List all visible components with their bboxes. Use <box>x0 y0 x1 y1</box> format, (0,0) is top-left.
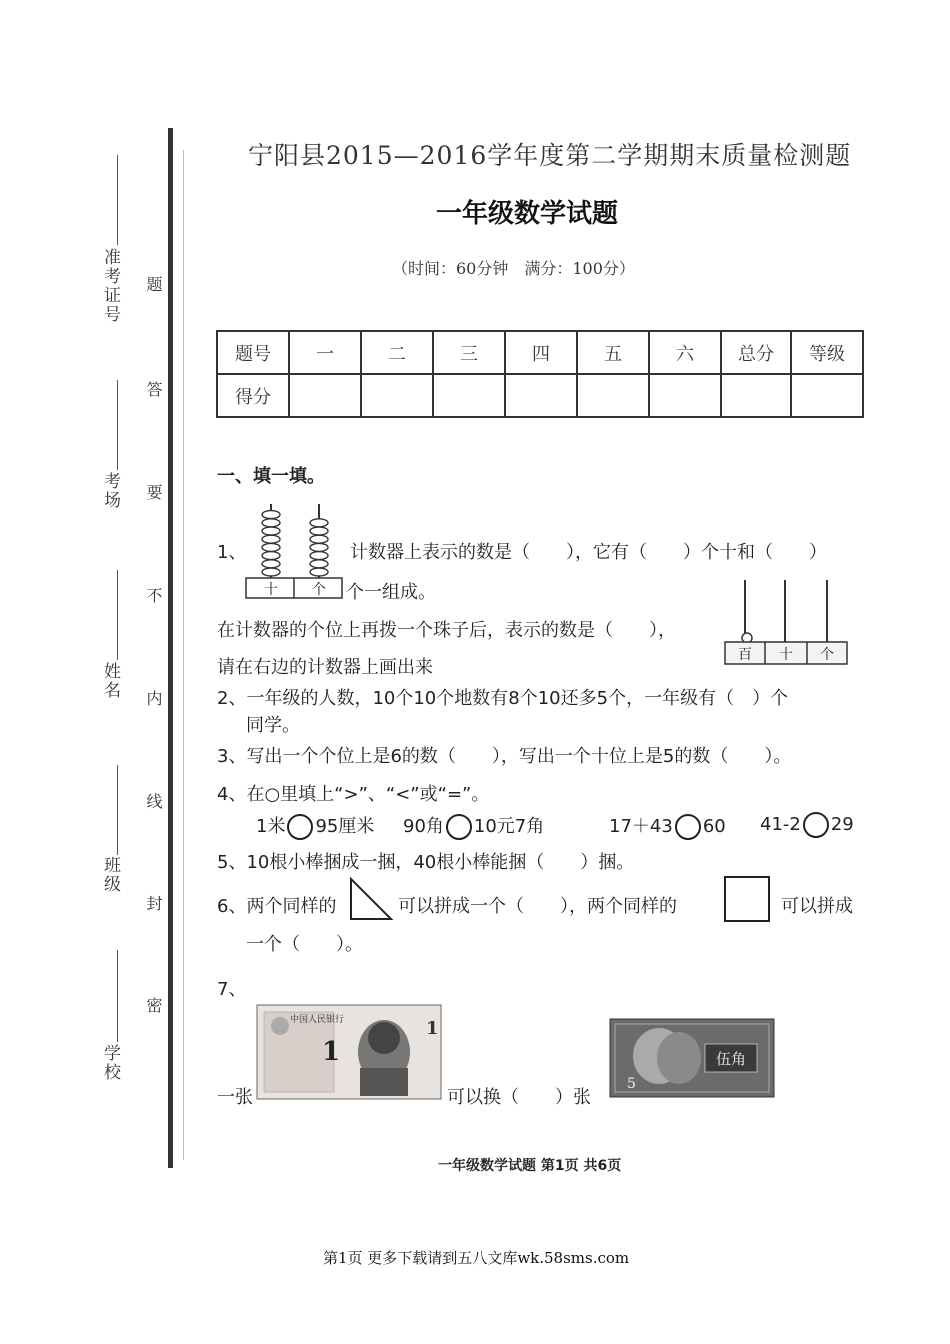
q7-middle: 可以换（ ）张 <box>447 1087 591 1108</box>
abacus-bead <box>262 560 280 568</box>
score-cell[interactable] <box>649 374 721 417</box>
abacus-bead <box>310 527 328 535</box>
abacus-label-hundreds: 百 <box>738 647 752 663</box>
seal-char: 密 <box>144 997 163 1013</box>
exam-title: 宁阳县2015—2016学年度第二学期期末质量检测题 <box>248 141 852 170</box>
table-cell: 一 <box>289 331 361 374</box>
score-cell[interactable] <box>505 374 577 417</box>
seal-char: 不 <box>144 587 163 603</box>
field-name-label: 姓名 <box>100 662 120 700</box>
q4-compare-2 <box>403 812 544 840</box>
table-cell: 总分 <box>721 331 791 374</box>
compare-circle[interactable] <box>287 814 313 840</box>
q4-compare-4 <box>760 812 854 838</box>
abacus-bead <box>262 543 280 551</box>
abacus-bead <box>310 552 328 560</box>
score-cell[interactable] <box>361 374 433 417</box>
table-cell: 四 <box>505 331 577 374</box>
table-cell: 题号 <box>217 331 289 374</box>
abacus-bead <box>310 543 328 551</box>
abacus-tens-ones <box>244 500 344 604</box>
q4-left: 1米 <box>256 816 286 837</box>
q4-left: 17＋43 <box>609 816 673 837</box>
q4-left: 41-2 <box>760 814 801 835</box>
binding-dotted-line <box>183 150 184 1160</box>
abacus-label-tens: 十 <box>264 582 278 598</box>
score-cell[interactable] <box>289 374 361 417</box>
table-cell: 二 <box>361 331 433 374</box>
abacus-label-ones: 个 <box>312 582 326 598</box>
q2-line1: 2、一年级的人数，10个10个地数有8个10还多5个，一年级有（ ）个 <box>217 688 789 709</box>
table-cell: 六 <box>649 331 721 374</box>
page-footer: 一年级数学试题 第1页 共6页 <box>438 1158 622 1174</box>
q4-text: 4、在○里填上“>”、“<”或“=”。 <box>217 784 490 805</box>
q4-right: 60 <box>702 816 726 837</box>
abacus-bead <box>310 568 328 576</box>
field-exam-id-label: 准考证号 <box>100 248 120 324</box>
banknote-1-yuan-image <box>256 1004 442 1100</box>
table-cell: 三 <box>433 331 505 374</box>
field-school-label: 学校 <box>100 1044 120 1082</box>
binding-line <box>168 128 173 1168</box>
abacus-label-ones: 个 <box>820 647 834 663</box>
score-cell[interactable] <box>791 374 863 417</box>
section-title: 一、填一填。 <box>217 466 325 487</box>
square-icon <box>724 876 770 922</box>
banknote-5-jiao-image <box>609 1018 775 1098</box>
banknote-value-corner: 1 <box>426 1018 439 1039</box>
score-table <box>216 330 864 418</box>
banknote-value-text: 伍角 <box>715 1050 747 1068</box>
q6-part1: 6、两个同样的 <box>217 896 337 917</box>
q7-prefix: 一张 <box>217 1087 253 1108</box>
abacus-bead <box>310 519 328 527</box>
compare-circle[interactable] <box>446 814 472 840</box>
compare-circle[interactable] <box>675 814 701 840</box>
field-class-label: 班级 <box>100 856 120 894</box>
field-class-line <box>117 765 118 855</box>
download-footer: 第1页 更多下载请到五八文库wk.58sms.com <box>323 1249 630 1267</box>
q6-line2: 一个（ ）。 <box>246 934 363 955</box>
abacus-bead <box>310 560 328 568</box>
abacus-bead <box>262 527 280 535</box>
q6-part3: 可以拼成 <box>781 896 853 917</box>
abacus-bead <box>262 519 280 527</box>
q4-right: 29 <box>830 814 854 835</box>
abacus-bead <box>262 511 280 519</box>
banknote-bank-name: 中国人民银行 <box>290 1015 345 1025</box>
q1-number: 1、 <box>217 542 247 563</box>
q1-line4: 请在右边的计数器上画出来 <box>217 657 433 678</box>
seal-char: 要 <box>144 484 163 500</box>
table-cell: 等级 <box>791 331 863 374</box>
q4-compare-3 <box>609 812 726 840</box>
table-cell: 五 <box>577 331 649 374</box>
score-table-header-row <box>217 331 863 374</box>
q4-compare-1 <box>256 812 374 840</box>
abacus-bead <box>262 535 280 543</box>
q7-number: 7、 <box>217 979 247 1000</box>
table-cell: 得分 <box>217 374 289 417</box>
banknote-value: 1 <box>322 1037 341 1067</box>
field-exam-id-line <box>117 155 118 245</box>
score-cell[interactable] <box>433 374 505 417</box>
q1-line3: 在计数器的个位上再拨一个珠子后，表示的数是（ ）， <box>217 620 676 641</box>
field-room-line <box>117 380 118 470</box>
field-school-line <box>117 950 118 1042</box>
q1-line2: 个一组成。 <box>346 582 436 603</box>
seal-char: 答 <box>144 381 163 397</box>
field-room-label: 考场 <box>100 472 120 510</box>
seal-char: 封 <box>144 895 163 911</box>
seal-char: 线 <box>144 793 163 809</box>
score-table-score-row <box>217 374 863 417</box>
q5-text: 5、10根小棒捆成一捆，40根小棒能捆（ ）捆。 <box>217 852 635 873</box>
abacus-bead <box>262 552 280 560</box>
exam-info: （时间：60分钟 满分：100分） <box>392 259 635 278</box>
banknote-value-corner: 5 <box>627 1076 636 1092</box>
seal-char: 内 <box>144 690 163 706</box>
abacus-bead <box>310 535 328 543</box>
q4-right: 10元7角 <box>473 816 545 837</box>
q3-text: 3、写出一个个位上是6的数（ ），写出一个十位上是5的数（ ）。 <box>217 746 792 767</box>
seal-char: 题 <box>144 276 163 292</box>
abacus-hundreds-tens-ones[interactable] <box>723 576 849 670</box>
triangle-icon <box>348 876 394 922</box>
abacus-label-tens: 十 <box>779 647 793 663</box>
score-cell[interactable] <box>721 374 791 417</box>
exam-subtitle: 一年级数学试题 <box>436 199 619 229</box>
compare-circle[interactable] <box>803 812 829 838</box>
q2-line2: 同学。 <box>246 715 300 736</box>
q1-line1: 计数器上表示的数是（ ），它有（ ）个十和（ ） <box>350 542 827 563</box>
score-cell[interactable] <box>577 374 649 417</box>
abacus-bead <box>262 568 280 576</box>
q4-left: 90角 <box>403 816 444 837</box>
q6-part2: 可以拼成一个（ ），两个同样的 <box>398 896 677 917</box>
q4-right: 95厘米 <box>315 816 375 837</box>
field-name-line <box>117 570 118 660</box>
